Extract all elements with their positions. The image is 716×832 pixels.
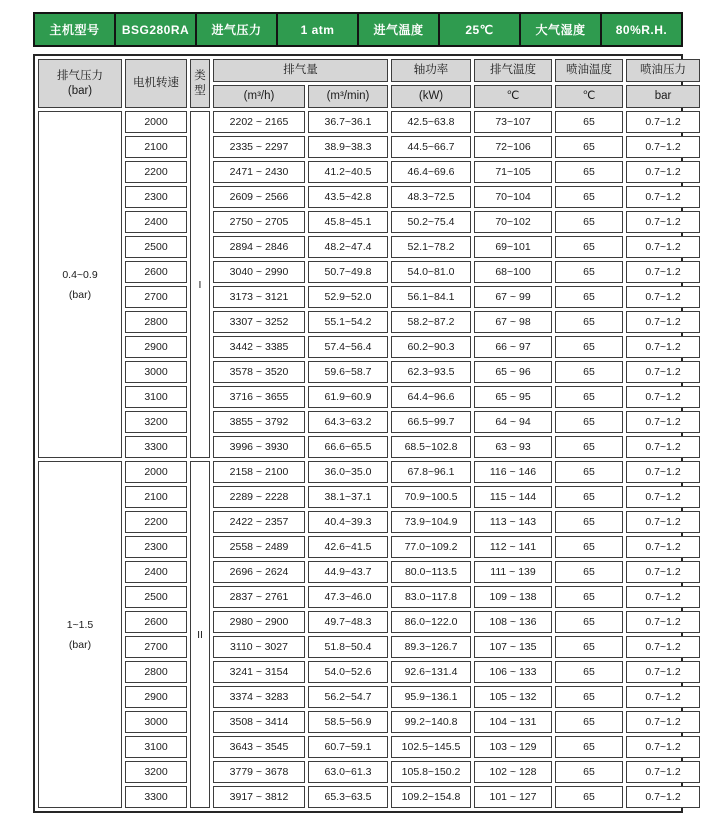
table-row [38, 286, 700, 308]
oil-injection-temp-cell: 65 [555, 286, 623, 308]
motor-speed-cell: 2000 [125, 461, 187, 483]
motor-speed-cell: 2700 [125, 636, 187, 658]
oil-injection-pressure-cell: 0.7~1.2 [626, 411, 700, 433]
oil-injection-temp-cell: 65 [555, 136, 623, 158]
oil-injection-pressure-cell: 0.7~1.2 [626, 736, 700, 758]
oil-injection-pressure-cell: 0.7~1.2 [626, 611, 700, 633]
shaft-power-cell: 67.8~96.1 [391, 461, 471, 483]
oil-injection-temp-cell: 65 [555, 411, 623, 433]
air-delivery-h-cell: 2609 ~ 2566 [213, 186, 305, 208]
shaft-power-cell: 89.3~126.7 [391, 636, 471, 658]
shaft-power-cell: 60.2~90.3 [391, 336, 471, 358]
air-delivery-min-cell: 49.7~48.3 [308, 611, 388, 633]
label-inlet-pressure: 进气压力 [196, 13, 277, 46]
shaft-power-cell: 105.8~150.2 [391, 761, 471, 783]
oil-injection-temp-cell: 65 [555, 336, 623, 358]
discharge-temp-cell: 113 ~ 143 [474, 511, 552, 533]
spec-table-body [38, 111, 700, 808]
col-header-air-delivery: 排气量 [213, 59, 388, 82]
oil-injection-temp-cell: 65 [555, 361, 623, 383]
col-header-discharge-pressure [38, 59, 122, 108]
oil-injection-pressure-cell: 0.7~1.2 [626, 336, 700, 358]
discharge-temp-cell: 69~101 [474, 236, 552, 258]
motor-speed-cell: 2400 [125, 561, 187, 583]
oil-injection-temp-cell: 65 [555, 111, 623, 133]
shaft-power-cell: 102.5~145.5 [391, 736, 471, 758]
air-delivery-min-cell: 43.5~42.8 [308, 186, 388, 208]
air-delivery-min-cell: 40.4~39.3 [308, 511, 388, 533]
shaft-power-cell: 99.2~140.8 [391, 711, 471, 733]
oil-injection-temp-cell: 65 [555, 436, 623, 458]
oil-injection-pressure-cell: 0.7~1.2 [626, 261, 700, 283]
air-delivery-min-cell: 38.1~37.1 [308, 486, 388, 508]
air-delivery-min-cell: 44.9~43.7 [308, 561, 388, 583]
table-row [38, 386, 700, 408]
motor-speed-cell: 2500 [125, 586, 187, 608]
motor-speed-cell: 2200 [125, 161, 187, 183]
air-delivery-h-cell: 3996 ~ 3930 [213, 436, 305, 458]
table-row [38, 736, 700, 758]
oil-injection-pressure-cell: 0.7~1.2 [626, 486, 700, 508]
discharge-temp-cell: 112 ~ 141 [474, 536, 552, 558]
oil-injection-pressure-cell: 0.7~1.2 [626, 286, 700, 308]
oil-injection-temp-cell: 65 [555, 786, 623, 808]
spec-table-wrapper [33, 54, 686, 813]
motor-speed-cell: 2700 [125, 286, 187, 308]
spec-table [35, 56, 703, 811]
table-row [38, 136, 700, 158]
unit-air-delivery-h: (m³/h) [213, 85, 305, 108]
table-row [38, 311, 700, 333]
air-delivery-h-cell: 3578 ~ 3520 [213, 361, 305, 383]
motor-speed-cell: 2900 [125, 686, 187, 708]
unit-oil-injection-pressure: bar [626, 85, 700, 108]
oil-injection-temp-cell: 65 [555, 211, 623, 233]
air-delivery-min-cell: 41.2~40.5 [308, 161, 388, 183]
oil-injection-temp-cell: 65 [555, 636, 623, 658]
discharge-temp-cell: 105 ~ 132 [474, 686, 552, 708]
header-row-1 [38, 59, 700, 82]
shaft-power-cell: 70.9~100.5 [391, 486, 471, 508]
table-row [38, 511, 700, 533]
air-delivery-h-cell: 2696 ~ 2624 [213, 561, 305, 583]
unit-oil-injection-temp: ℃ [555, 85, 623, 108]
shaft-power-cell: 95.9~136.1 [391, 686, 471, 708]
oil-injection-pressure-cell: 0.7~1.2 [626, 436, 700, 458]
oil-injection-temp-cell: 65 [555, 611, 623, 633]
oil-injection-pressure-cell: 0.7~1.2 [626, 186, 700, 208]
discharge-temp-cell: 109 ~ 138 [474, 586, 552, 608]
table-row [38, 536, 700, 558]
air-delivery-min-cell: 42.6~41.5 [308, 536, 388, 558]
air-delivery-min-cell: 65.3~63.5 [308, 786, 388, 808]
shaft-power-cell: 46.4~69.6 [391, 161, 471, 183]
table-row [38, 236, 700, 258]
discharge-temp-cell: 67 ~ 99 [474, 286, 552, 308]
motor-speed-cell: 3200 [125, 411, 187, 433]
oil-injection-pressure-cell: 0.7~1.2 [626, 161, 700, 183]
shaft-power-cell: 62.3~93.5 [391, 361, 471, 383]
motor-speed-cell: 2800 [125, 311, 187, 333]
discharge-temp-cell: 64 ~ 94 [474, 411, 552, 433]
motor-speed-cell: 2400 [125, 211, 187, 233]
table-row [38, 436, 700, 458]
table-row [38, 361, 700, 383]
shaft-power-cell: 66.5~99.7 [391, 411, 471, 433]
air-delivery-h-cell: 3508 ~ 3414 [213, 711, 305, 733]
air-delivery-min-cell: 52.9~52.0 [308, 286, 388, 308]
oil-injection-pressure-cell: 0.7~1.2 [626, 311, 700, 333]
air-delivery-min-cell: 57.4~56.4 [308, 336, 388, 358]
discharge-temp-cell: 104 ~ 131 [474, 711, 552, 733]
shaft-power-cell: 109.2~154.8 [391, 786, 471, 808]
table-row [38, 461, 700, 483]
oil-injection-pressure-cell: 0.7~1.2 [626, 361, 700, 383]
motor-speed-cell: 2300 [125, 536, 187, 558]
discharge-temp-cell: 71~105 [474, 161, 552, 183]
discharge-temp-cell: 63 ~ 93 [474, 436, 552, 458]
section-type-cell: II [190, 461, 210, 808]
air-delivery-h-cell: 2422 ~ 2357 [213, 511, 305, 533]
oil-injection-temp-cell: 65 [555, 536, 623, 558]
oil-injection-pressure-cell: 0.7~1.2 [626, 636, 700, 658]
shaft-power-cell: 92.6~131.4 [391, 661, 471, 683]
air-delivery-min-cell: 63.0~61.3 [308, 761, 388, 783]
col-header-discharge-pressure-label: 排气压力 [57, 70, 103, 83]
section-pressure-cell: 1~1.5 (bar) [38, 461, 122, 808]
oil-injection-temp-cell: 65 [555, 161, 623, 183]
discharge-temp-cell: 67 ~ 98 [474, 311, 552, 333]
oil-injection-temp-cell: 65 [555, 486, 623, 508]
label-ambient-humidity: 大气湿度 [520, 13, 601, 46]
discharge-temp-cell: 111 ~ 139 [474, 561, 552, 583]
air-delivery-h-cell: 2471 ~ 2430 [213, 161, 305, 183]
table-row [38, 636, 700, 658]
air-delivery-h-cell: 3855 ~ 3792 [213, 411, 305, 433]
value-host-model: BSG280RA [115, 13, 196, 46]
oil-injection-pressure-cell: 0.7~1.2 [626, 536, 700, 558]
air-delivery-h-cell: 3716 ~ 3655 [213, 386, 305, 408]
oil-injection-temp-cell: 65 [555, 236, 623, 258]
discharge-temp-cell: 108 ~ 136 [474, 611, 552, 633]
air-delivery-h-cell: 3110 ~ 3027 [213, 636, 305, 658]
motor-speed-cell: 3000 [125, 361, 187, 383]
value-inlet-temperature: 25℃ [439, 13, 520, 46]
oil-injection-pressure-cell: 0.7~1.2 [626, 386, 700, 408]
discharge-temp-cell: 107 ~ 135 [474, 636, 552, 658]
air-delivery-min-cell: 54.0~52.6 [308, 661, 388, 683]
col-header-discharge-pressure-unit: (bar) [67, 84, 93, 97]
value-ambient-humidity: 80%R.H. [601, 13, 682, 46]
discharge-temp-cell: 70~102 [474, 211, 552, 233]
oil-injection-temp-cell: 65 [555, 461, 623, 483]
discharge-temp-cell: 65 ~ 96 [474, 361, 552, 383]
shaft-power-cell: 52.1~78.2 [391, 236, 471, 258]
oil-injection-temp-cell: 65 [555, 561, 623, 583]
discharge-temp-cell: 102 ~ 128 [474, 761, 552, 783]
conditions-header-table [33, 12, 683, 47]
motor-speed-cell: 2500 [125, 236, 187, 258]
section-pressure-cell: 0.4~0.9 (bar) [38, 111, 122, 458]
discharge-temp-cell: 72~106 [474, 136, 552, 158]
motor-speed-cell: 3000 [125, 711, 187, 733]
label-inlet-temperature: 进气温度 [358, 13, 439, 46]
motor-speed-cell: 2100 [125, 486, 187, 508]
air-delivery-h-cell: 3307 ~ 3252 [213, 311, 305, 333]
unit-shaft-power: (kW) [391, 85, 471, 108]
oil-injection-temp-cell: 65 [555, 736, 623, 758]
col-header-discharge-temp: 排气温度 [474, 59, 552, 82]
oil-injection-pressure-cell: 0.7~1.2 [626, 111, 700, 133]
oil-injection-temp-cell: 65 [555, 386, 623, 408]
table-row [38, 111, 700, 133]
air-delivery-h-cell: 2837 ~ 2761 [213, 586, 305, 608]
motor-speed-cell: 3300 [125, 436, 187, 458]
air-delivery-h-cell: 3374 ~ 3283 [213, 686, 305, 708]
shaft-power-cell: 68.5~102.8 [391, 436, 471, 458]
oil-injection-pressure-cell: 0.7~1.2 [626, 586, 700, 608]
air-delivery-h-cell: 3779 ~ 3678 [213, 761, 305, 783]
motor-speed-cell: 2300 [125, 186, 187, 208]
air-delivery-min-cell: 48.2~47.4 [308, 236, 388, 258]
air-delivery-min-cell: 45.8~45.1 [308, 211, 388, 233]
air-delivery-min-cell: 36.7~36.1 [308, 111, 388, 133]
air-delivery-h-cell: 3917 ~ 3812 [213, 786, 305, 808]
oil-injection-temp-cell: 65 [555, 761, 623, 783]
motor-speed-cell: 2900 [125, 336, 187, 358]
table-row [38, 211, 700, 233]
table-row [38, 261, 700, 283]
section-type-cell: I [190, 111, 210, 458]
air-delivery-min-cell: 61.9~60.9 [308, 386, 388, 408]
table-row [38, 661, 700, 683]
shaft-power-cell: 44.5~66.7 [391, 136, 471, 158]
col-header-oil-injection-temp: 喷油温度 [555, 59, 623, 82]
oil-injection-pressure-cell: 0.7~1.2 [626, 761, 700, 783]
air-delivery-min-cell: 66.6~65.5 [308, 436, 388, 458]
shaft-power-cell: 77.0~109.2 [391, 536, 471, 558]
discharge-temp-cell: 70~104 [474, 186, 552, 208]
oil-injection-temp-cell: 65 [555, 586, 623, 608]
air-delivery-h-cell: 3173 ~ 3121 [213, 286, 305, 308]
air-delivery-h-cell: 3442 ~ 3385 [213, 336, 305, 358]
air-delivery-h-cell: 3643 ~ 3545 [213, 736, 305, 758]
oil-injection-pressure-cell: 0.7~1.2 [626, 686, 700, 708]
air-delivery-h-cell: 2894 ~ 2846 [213, 236, 305, 258]
shaft-power-cell: 73.9~104.9 [391, 511, 471, 533]
oil-injection-temp-cell: 65 [555, 686, 623, 708]
oil-injection-pressure-cell: 0.7~1.2 [626, 661, 700, 683]
label-host-model: 主机型号 [34, 13, 115, 46]
air-delivery-min-cell: 60.7~59.1 [308, 736, 388, 758]
discharge-temp-cell: 68~100 [474, 261, 552, 283]
oil-injection-temp-cell: 65 [555, 711, 623, 733]
oil-injection-temp-cell: 65 [555, 511, 623, 533]
oil-injection-pressure-cell: 0.7~1.2 [626, 711, 700, 733]
table-row [38, 686, 700, 708]
shaft-power-cell: 58.2~87.2 [391, 311, 471, 333]
shaft-power-cell: 86.0~122.0 [391, 611, 471, 633]
discharge-temp-cell: 103 ~ 129 [474, 736, 552, 758]
oil-injection-pressure-cell: 0.7~1.2 [626, 461, 700, 483]
unit-discharge-temp: ℃ [474, 85, 552, 108]
conditions-row [34, 13, 682, 46]
motor-speed-cell: 3100 [125, 736, 187, 758]
oil-injection-pressure-cell: 0.7~1.2 [626, 786, 700, 808]
air-delivery-h-cell: 2558 ~ 2489 [213, 536, 305, 558]
air-delivery-h-cell: 2202 ~ 2165 [213, 111, 305, 133]
col-header-type: 类型 [190, 59, 210, 108]
oil-injection-temp-cell: 65 [555, 311, 623, 333]
motor-speed-cell: 2200 [125, 511, 187, 533]
table-row [38, 336, 700, 358]
discharge-temp-cell: 115 ~ 144 [474, 486, 552, 508]
spec-table-head [38, 59, 700, 108]
discharge-temp-cell: 65 ~ 95 [474, 386, 552, 408]
col-header-oil-injection-pressure: 喷油压力 [626, 59, 700, 82]
table-row [38, 561, 700, 583]
air-delivery-min-cell: 58.5~56.9 [308, 711, 388, 733]
shaft-power-cell: 83.0~117.8 [391, 586, 471, 608]
oil-injection-pressure-cell: 0.7~1.2 [626, 561, 700, 583]
oil-injection-temp-cell: 65 [555, 261, 623, 283]
air-delivery-h-cell: 3241 ~ 3154 [213, 661, 305, 683]
air-delivery-h-cell: 3040 ~ 2990 [213, 261, 305, 283]
air-delivery-min-cell: 38.9~38.3 [308, 136, 388, 158]
table-row [38, 186, 700, 208]
shaft-power-cell: 80.0~113.5 [391, 561, 471, 583]
shaft-power-cell: 48.3~72.5 [391, 186, 471, 208]
oil-injection-pressure-cell: 0.7~1.2 [626, 211, 700, 233]
air-delivery-h-cell: 2980 ~ 2900 [213, 611, 305, 633]
table-row [38, 761, 700, 783]
air-delivery-h-cell: 2158 ~ 2100 [213, 461, 305, 483]
discharge-temp-cell: 106 ~ 133 [474, 661, 552, 683]
col-header-motor-speed: 电机转速 [125, 59, 187, 108]
oil-injection-temp-cell: 65 [555, 661, 623, 683]
motor-speed-cell: 2000 [125, 111, 187, 133]
discharge-temp-cell: 73~107 [474, 111, 552, 133]
air-delivery-min-cell: 50.7~49.8 [308, 261, 388, 283]
motor-speed-cell: 2800 [125, 661, 187, 683]
oil-injection-pressure-cell: 0.7~1.2 [626, 511, 700, 533]
motor-speed-cell: 2600 [125, 261, 187, 283]
air-delivery-min-cell: 51.8~50.4 [308, 636, 388, 658]
table-row [38, 586, 700, 608]
air-delivery-h-cell: 2335 ~ 2297 [213, 136, 305, 158]
discharge-temp-cell: 66 ~ 97 [474, 336, 552, 358]
air-delivery-min-cell: 56.2~54.7 [308, 686, 388, 708]
motor-speed-cell: 2600 [125, 611, 187, 633]
oil-injection-temp-cell: 65 [555, 186, 623, 208]
table-row [38, 711, 700, 733]
discharge-temp-cell: 101 ~ 127 [474, 786, 552, 808]
table-row [38, 411, 700, 433]
table-row [38, 486, 700, 508]
air-delivery-min-cell: 59.6~58.7 [308, 361, 388, 383]
air-delivery-min-cell: 64.3~63.2 [308, 411, 388, 433]
oil-injection-pressure-cell: 0.7~1.2 [626, 236, 700, 258]
shaft-power-cell: 56.1~84.1 [391, 286, 471, 308]
discharge-temp-cell: 116 ~ 146 [474, 461, 552, 483]
value-inlet-pressure: 1 atm [277, 13, 358, 46]
air-delivery-min-cell: 47.3~46.0 [308, 586, 388, 608]
motor-speed-cell: 3100 [125, 386, 187, 408]
motor-speed-cell: 3200 [125, 761, 187, 783]
motor-speed-cell: 2100 [125, 136, 187, 158]
oil-injection-pressure-cell: 0.7~1.2 [626, 136, 700, 158]
air-delivery-min-cell: 36.0~35.0 [308, 461, 388, 483]
table-row [38, 611, 700, 633]
unit-air-delivery-min: (m³/min) [308, 85, 388, 108]
shaft-power-cell: 54.0~81.0 [391, 261, 471, 283]
air-delivery-h-cell: 2289 ~ 2228 [213, 486, 305, 508]
table-row [38, 786, 700, 808]
shaft-power-cell: 50.2~75.4 [391, 211, 471, 233]
col-header-shaft-power: 轴功率 [391, 59, 471, 82]
air-delivery-h-cell: 2750 ~ 2705 [213, 211, 305, 233]
shaft-power-cell: 42.5~63.8 [391, 111, 471, 133]
shaft-power-cell: 64.4~96.6 [391, 386, 471, 408]
table-row [38, 161, 700, 183]
motor-speed-cell: 3300 [125, 786, 187, 808]
air-delivery-min-cell: 55.1~54.2 [308, 311, 388, 333]
